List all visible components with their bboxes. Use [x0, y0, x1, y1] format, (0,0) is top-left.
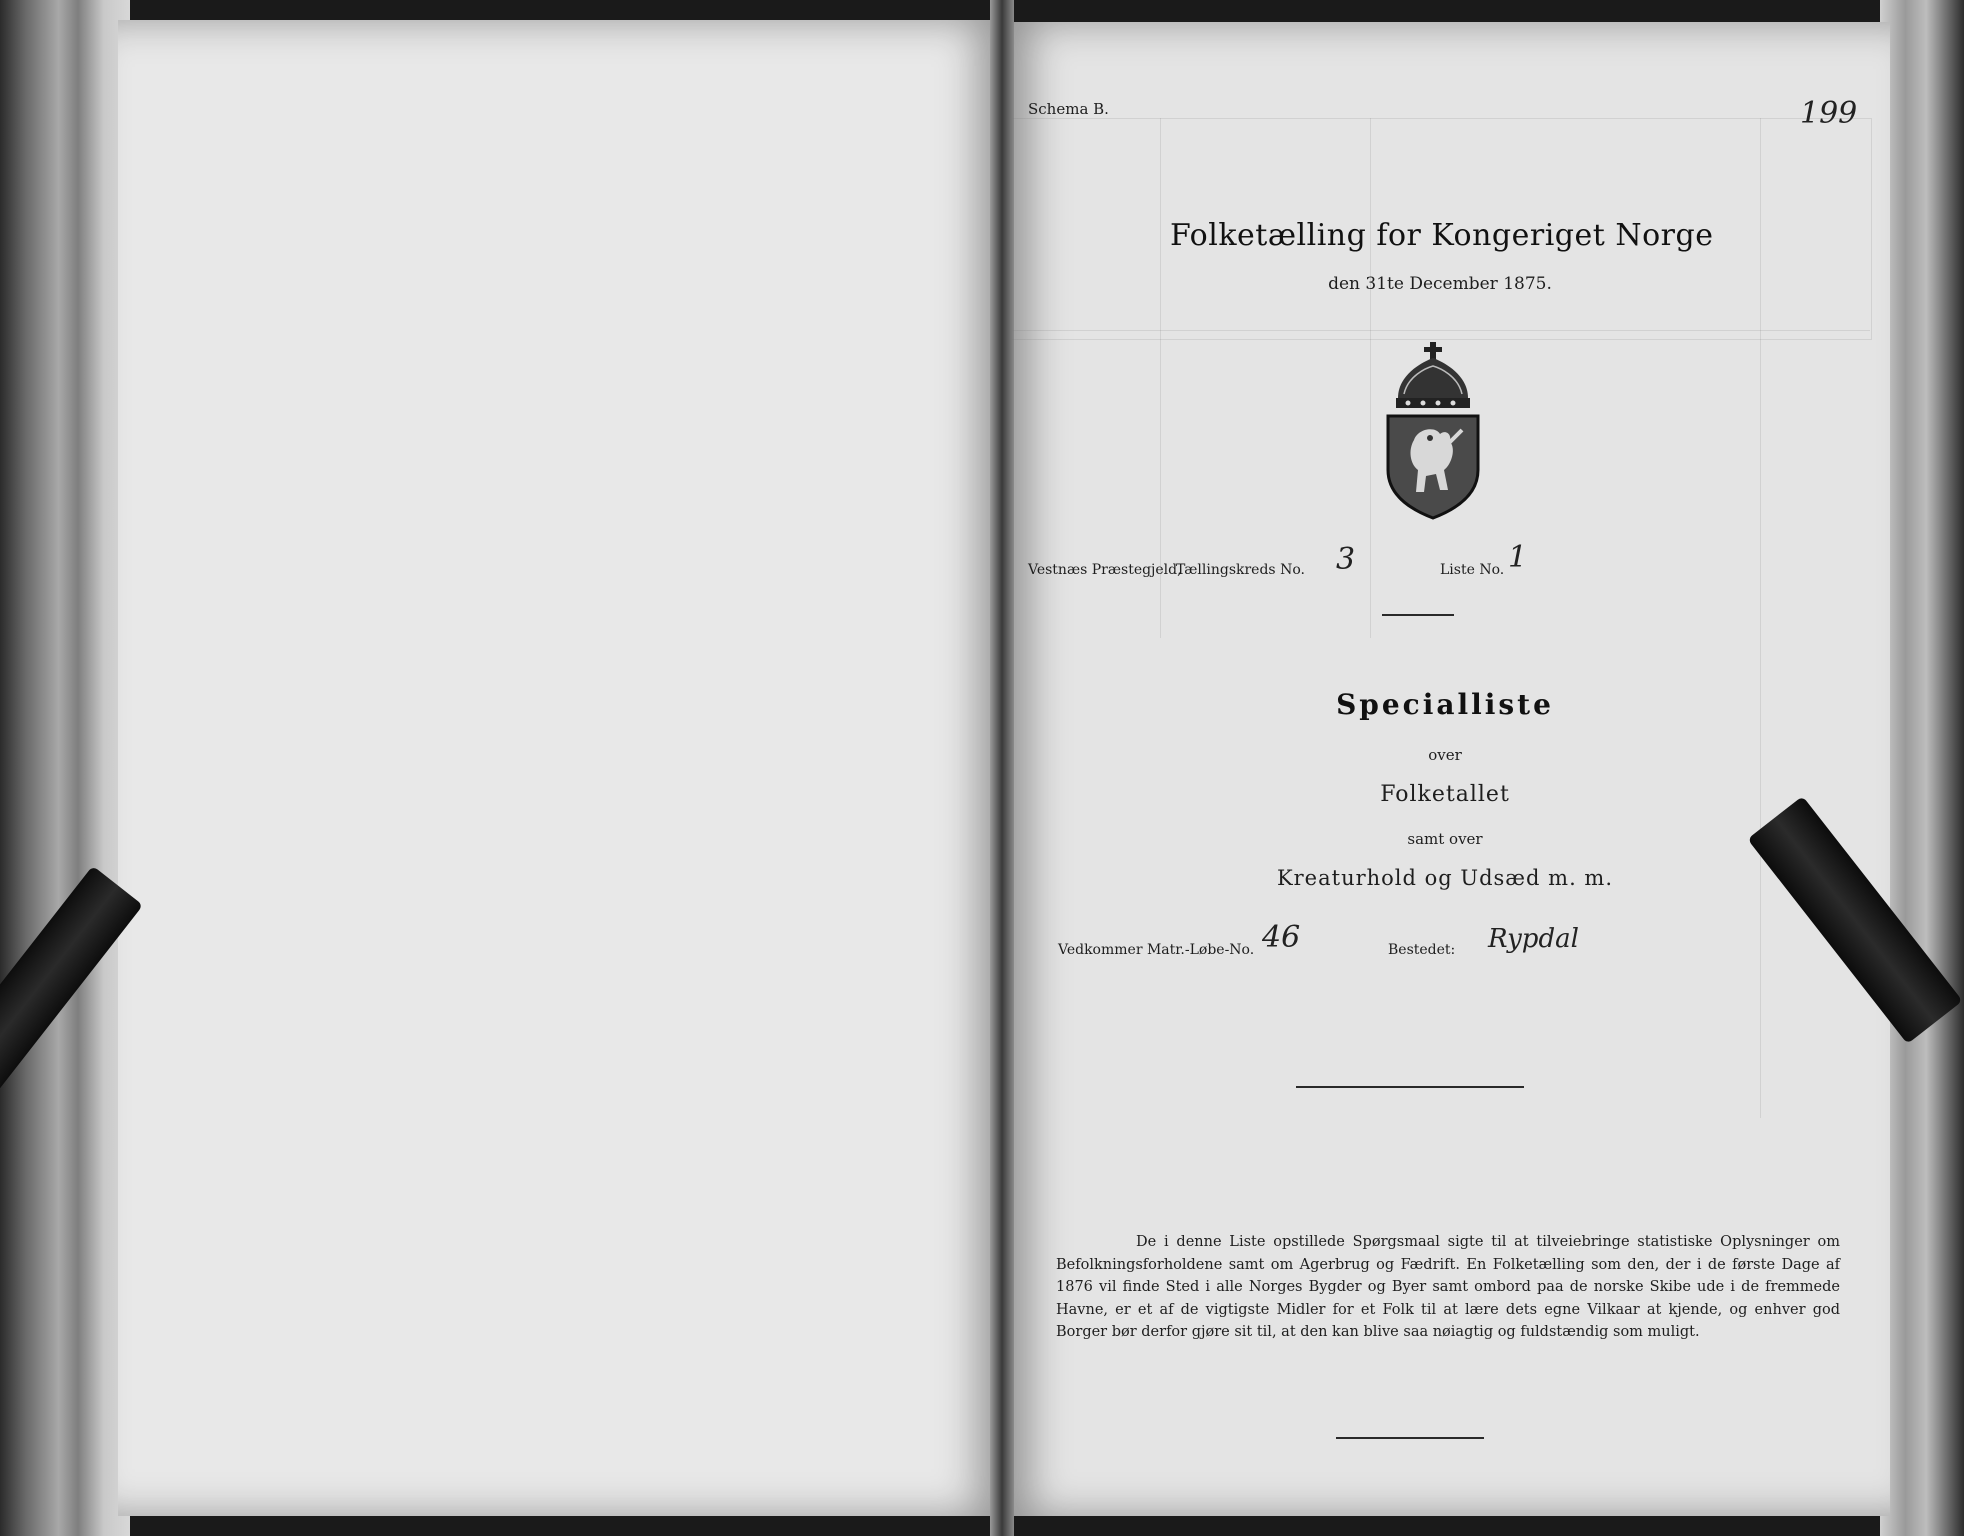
norwegian-coat-of-arms-icon — [1378, 340, 1488, 520]
list-label: Liste No. — [1440, 562, 1505, 578]
district-label: Tællingskreds No. — [1176, 562, 1305, 578]
intro-paragraph: De i denne Liste opstillede Spørgsmaal sigte til at tilveiebringe statistiske Oplysninger om Befolkningsforholdene samt om Agerbrug og Fædrift. En Folketælling som den, der i de første Dage af 1876 vil finde Sted i alle Norges Bygder og Byer samt ombord paa de norske Skibe ude i de fremmede Havne, er et af de vigtigste Midler for et Folk til at lære dets egne Vilkaar at kjende, og enhver god Borger bør derfor gjøre sit til, at den kan blive saa nøiagtig og fuldstændig som muligt. — [1056, 1234, 1840, 1340]
schema-label: Schema B. — [1028, 100, 1109, 118]
page-stack-left — [0, 0, 130, 1536]
divider-bottom — [1336, 1437, 1484, 1439]
place-value-handwritten: Rypdal — [1488, 924, 1579, 954]
left-page-blank — [118, 20, 1008, 1516]
page-stack-right — [1880, 0, 1964, 1536]
place-label: Bestedet: — [1388, 942, 1456, 958]
bleedthrough-line — [1370, 118, 1371, 638]
list-value-handwritten: 1 — [1508, 540, 1528, 575]
district-value-handwritten: 3 — [1336, 542, 1356, 577]
livestock-heading: Kreaturhold og Udsæd m. m. — [1276, 866, 1614, 890]
document-title: Folketælling for Kongeriget Norge — [1170, 218, 1714, 253]
special-list-heading: Specialliste — [1336, 688, 1554, 721]
matrikkel-value-handwritten: 46 — [1262, 920, 1301, 955]
parish-label: Vestnæs Præstegjeld, — [1028, 562, 1182, 578]
divider-short — [1382, 614, 1454, 616]
over-text: over — [1428, 746, 1462, 764]
samt-over-text: samt over — [1407, 830, 1483, 848]
bleedthrough-line — [1160, 118, 1161, 638]
bleedthrough-line — [1010, 330, 1870, 331]
matrikkel-label: Vedkommer Matr.-Løbe-No. — [1058, 942, 1255, 958]
page-number: 199 — [1800, 96, 1858, 131]
bleedthrough-line — [1760, 118, 1761, 1118]
population-heading: Folketallet — [1380, 782, 1510, 807]
document-date: den 31te December 1875. — [1328, 274, 1552, 294]
divider-medium — [1296, 1086, 1524, 1088]
